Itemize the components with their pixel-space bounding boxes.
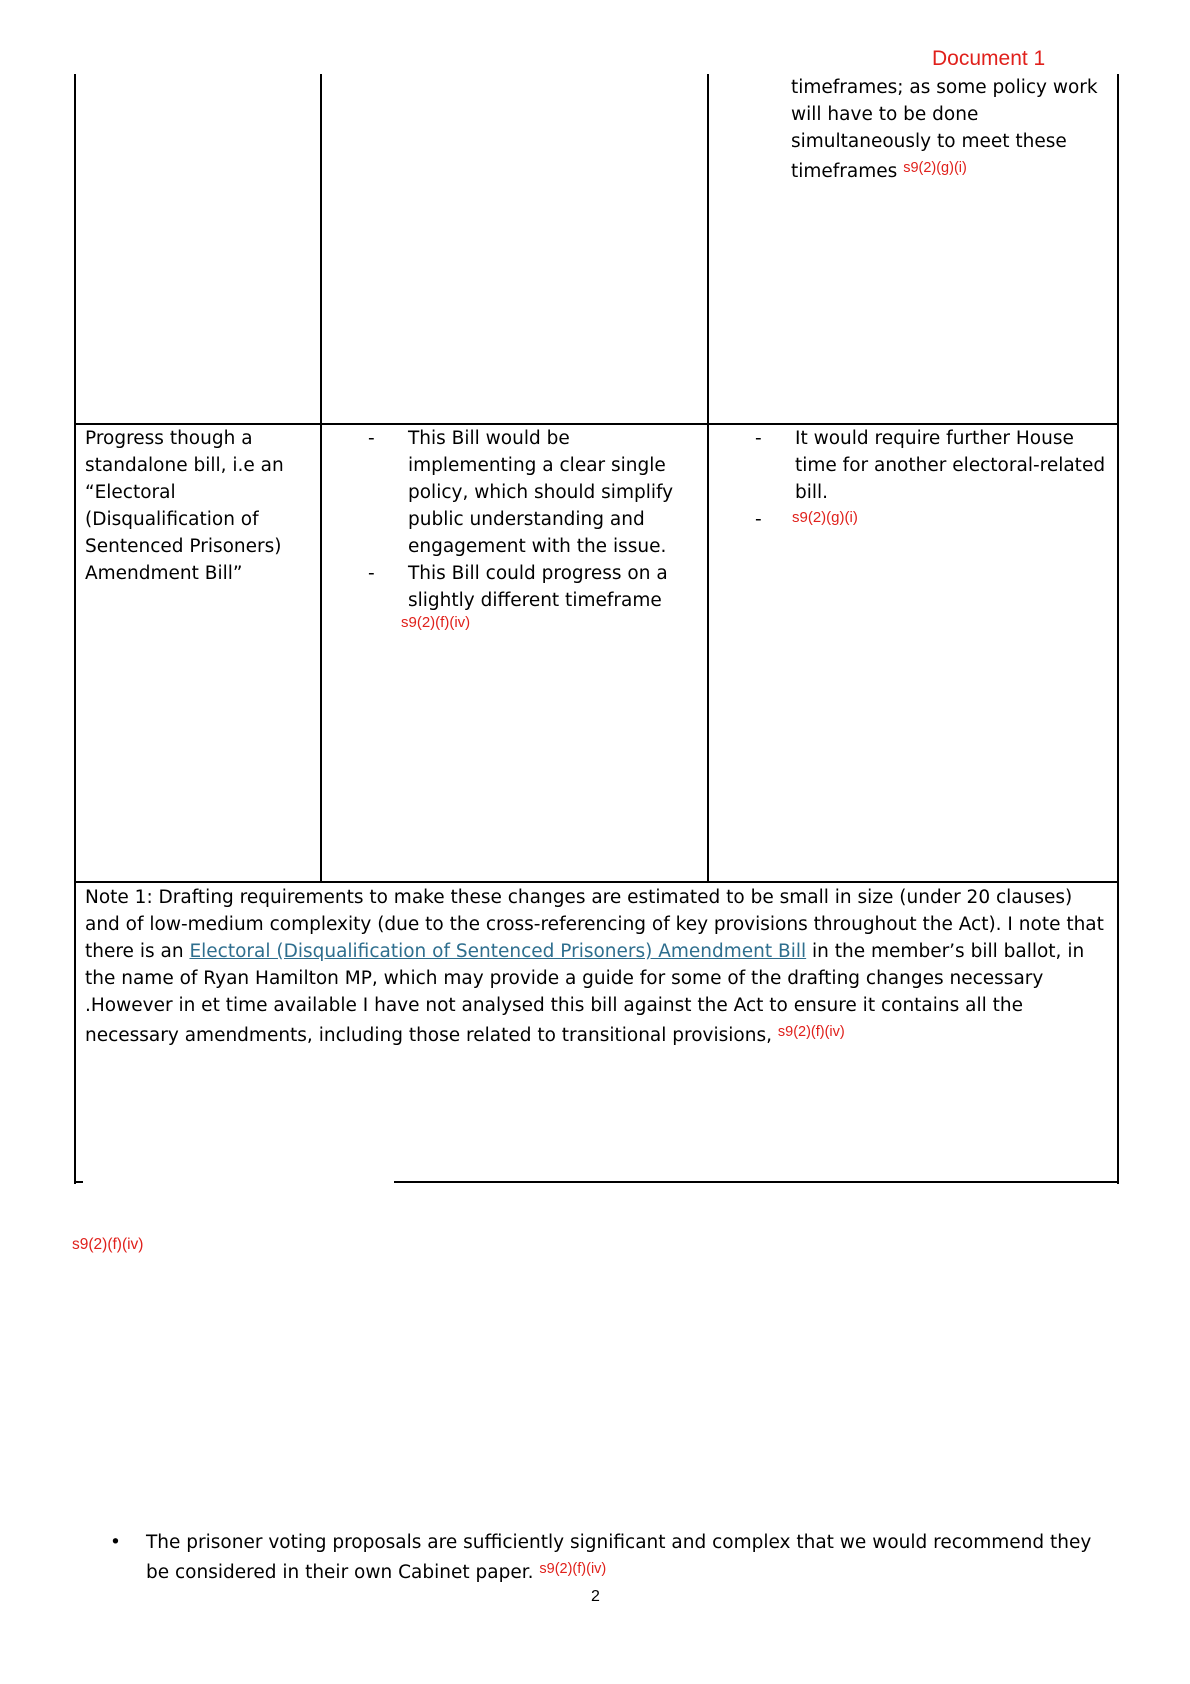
cons-item-text: It would require further House time for another electoral-related bill. [795, 428, 1106, 503]
redaction-code: s9(2)(f)(iv) [72, 1236, 144, 1253]
dash-marker: - [368, 428, 375, 449]
row-divider-2 [74, 881, 1119, 883]
column-divider-2 [707, 74, 709, 882]
pros-item-text: This Bill could progress on a slightly different timeframe [408, 563, 668, 611]
redaction-code: s9(2)(g)(i) [903, 160, 967, 176]
redaction-code: s9(2)(f)(iv) [401, 614, 471, 631]
bullet-content [146, 1529, 1110, 1586]
table-left-border [74, 74, 76, 1184]
table-bottom-border [394, 1181, 1119, 1183]
pros-list-item [368, 425, 694, 560]
bill-link[interactable]: Electoral (Disqualification of Sentenced Prisoners) Amendment Bill [189, 941, 807, 962]
pros-item-text: This Bill would be implementing a clear single policy, which should simplify public understanding and engagement with the issue. [408, 428, 674, 557]
table-right-border [1117, 74, 1119, 1184]
cons-list-item [755, 506, 1107, 534]
table-bottom-left-border [74, 1181, 83, 1183]
row2-option-cell [85, 425, 307, 587]
redaction-code: s9(2)(g)(i) [792, 509, 858, 526]
dash-marker: - [755, 428, 762, 449]
bullet-marker: • [110, 1532, 121, 1553]
page-number: 2 [591, 1588, 600, 1605]
cons-list-item [755, 425, 1107, 506]
bullet-paragraph [110, 1529, 1110, 1586]
row2-cons-cell [755, 425, 1107, 534]
column-divider-1 [320, 74, 322, 882]
redaction-code: s9(2)(f)(iv) [539, 1561, 607, 1577]
document-label: Document 1 [932, 47, 1046, 70]
row2-pros-cell [368, 425, 694, 632]
pros-list-item [368, 560, 694, 614]
option-text: Progress though a standalone bill, i.e an “Electoral (Disqualification of Sentenced Prisoners) Amendment Bill” [85, 428, 284, 584]
bullet-text: The prisoner voting proposals are sufficiently significant and complex that we would recommend they be considered in their own Cabinet paper. [146, 1532, 1092, 1583]
redaction-code: s9(2)(f)(iv) [777, 1024, 845, 1040]
row1-cons-text: timeframes; as some policy work will have to be done simultaneously to meet these timeframes [791, 77, 1098, 182]
note-text-after-link: in the member’s bill ballot, in the name of Ryan Hamilton MP, which may provide a guide for some of the drafting changes necessary .However in et time available I have not analysed this bill against the Act to ensure it contains all the necessary amendments, including those related to transitional provisions, [85, 941, 1085, 1046]
dash-marker: - [368, 563, 375, 584]
row1-cons-cell [791, 74, 1106, 185]
note-cell [85, 884, 1110, 1049]
dash-marker: - [755, 509, 762, 530]
note-text-before-link: Note 1: Drafting requirements to make these changes are estimated to be small in size (under 20 clauses) and of low-medium complexity (due to the cross-referencing of key provisions throughout the Act). I note that there is an [85, 887, 1104, 962]
